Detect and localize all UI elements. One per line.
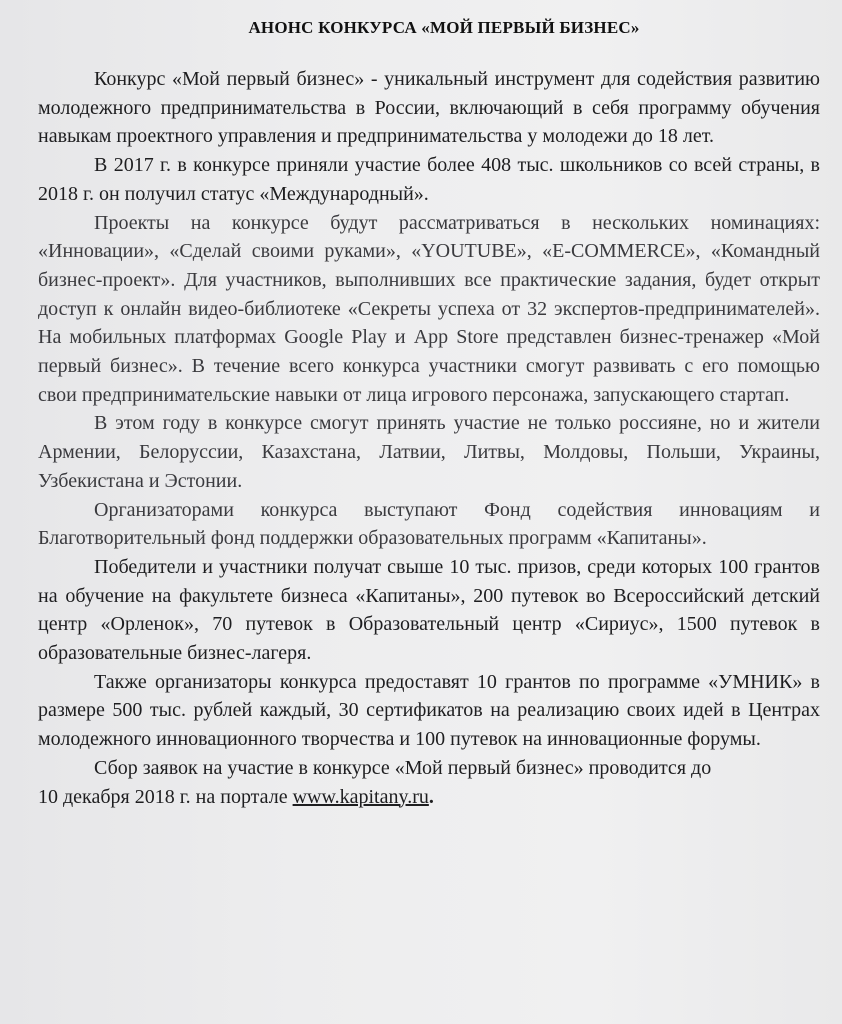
paragraph-intro: Конкурс «Мой первый бизнес» - уникальный инструмент для содействия развитию молодежного предпринимательства в России, включающий в себя программу обучения навыкам проектного управления и предпринимательства у молодежи до 18 лет. (38, 68, 820, 148)
document-title: АНОНС КОНКУРСА «МОЙ ПЕРВЫЙ БИЗНЕС» (248, 18, 640, 37)
paragraph-2017-stats: В 2017 г. в конкурсе приняли участие более 408 тыс. школьников со всей страны, в 2018 г. он получил статус «Международный». (38, 154, 820, 205)
paragraph-grants: Также организаторы конкурса предоставят 10 грантов по программе «УМНИК» в размере 500 тыс. рублей каждый, 30 сертификатов на реализацию своих идей в Центрах молодежного инновационного творчества и 100 путевок на инновационные форумы. (38, 670, 820, 751)
closing-period: . (428, 785, 434, 808)
closing-line (38, 783, 820, 812)
portal-link[interactable]: www.kapitany.ru (292, 785, 429, 808)
paragraph-prizes: Победители и участники получат свыше 10 тыс. призов, среди которых 100 грантов на обучение на факультете бизнеса «Капитаны», 200 путевок во Всероссийский детский центр «Орленок», 70 путевок в Образовательный центр «Сириус», 1500 путевок в образовательные бизнес-лагеря. (38, 555, 820, 665)
paragraph-applications: Сбор заявок на участие в конкурсе «Мой первый бизнес» проводится до (94, 756, 712, 779)
paragraph-organizers: Организаторами конкурса выступают Фонд содействия инновациям и Благотворительный фонд поддержки образовательных программ «Капитаны». (38, 498, 820, 550)
paragraph-nominations: Проекты на конкурсе будут рассматриваться в нескольких номинациях: «Инновации», «Сделай своими руками», «YOUTUBE», «E-COMMERCE», «Командный бизнес-проект». Для участников, выполнивших все практические задания, будет открыт доступ к онлайн видео-библиотеке «Секреты успеха от 32 экспертов-предпринимателей». На мобильных платформах Google Play и App Store представлен бизнес-тренажер «Мой первый бизнес». В течение всего конкурса участники смогут развивать с его помощью свои предпринимательские навыки от лица игрового персонажа, запускающего стартап. (38, 211, 820, 406)
closing-line-text: 10 декабря 2018 г. на портале (38, 785, 293, 808)
paragraph-countries: В этом году в конкурсе смогут принять участие не только россияне, но и жители Армении, Белоруссии, Казахстана, Латвии, Литвы, Молдовы, Польши, Украины, Узбекистана и Эстонии. (38, 412, 820, 492)
